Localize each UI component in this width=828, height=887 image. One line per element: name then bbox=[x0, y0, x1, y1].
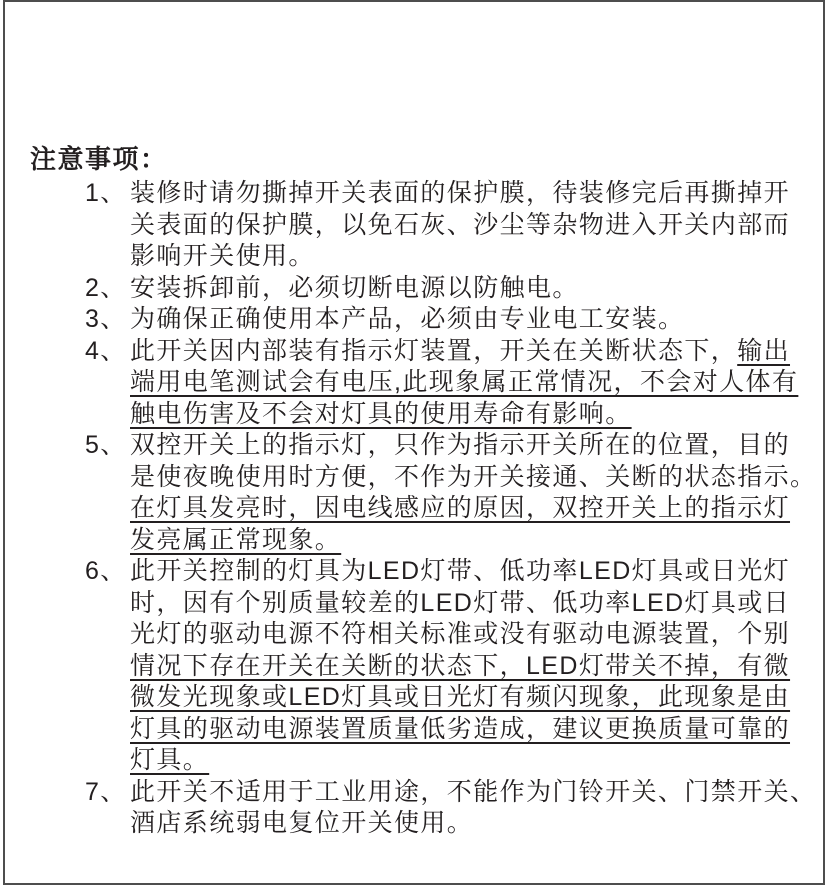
text-line bbox=[130, 367, 800, 399]
text-line bbox=[130, 588, 800, 620]
item-number: 5、 bbox=[85, 431, 127, 459]
text-line bbox=[130, 745, 800, 777]
underlined-text: 端用电笔测试会有电压,此现象属正常情况，不会对人体有 bbox=[130, 368, 799, 396]
plain-text: 影响开关使用。 bbox=[130, 242, 315, 270]
text-line bbox=[130, 651, 800, 683]
text-line bbox=[130, 430, 800, 462]
text-line bbox=[130, 682, 800, 714]
notice-item bbox=[85, 178, 800, 273]
underlined-text: 发亮属正常现象。 bbox=[130, 525, 342, 554]
notice-item bbox=[85, 430, 817, 556]
text-line bbox=[130, 210, 800, 242]
text-line bbox=[130, 714, 800, 746]
underlined-text: 灯具的驱动电源装置质量低劣造成，建议更换质量可靠的 bbox=[130, 714, 791, 743]
text-line bbox=[130, 556, 800, 588]
notice-item bbox=[85, 304, 800, 336]
underlined-text: 情况下存在开关在关断的状态下，LED灯带关不掉，有微 bbox=[130, 651, 791, 680]
item-number: 4、 bbox=[85, 336, 127, 365]
text-line bbox=[130, 777, 817, 809]
underlined-text: 在灯具发亮时，因电线感应的原因，双控开关上的指示灯 bbox=[130, 494, 791, 522]
text-line bbox=[130, 493, 800, 525]
notice-item bbox=[85, 777, 817, 840]
plain-text: 关表面的保护膜，以免石灰、沙尘等杂物进入开关内部而 bbox=[130, 210, 791, 239]
text-line bbox=[130, 399, 800, 431]
text-line bbox=[130, 178, 800, 210]
item-text bbox=[130, 273, 800, 305]
notice-item bbox=[85, 273, 800, 305]
item-number: 6、 bbox=[85, 557, 127, 585]
item-number: 7、 bbox=[85, 777, 127, 806]
underlined-text: 灯具。 bbox=[130, 746, 210, 774]
notice-item bbox=[85, 556, 800, 777]
item-number: 1、 bbox=[85, 179, 127, 207]
item-number: 2、 bbox=[85, 273, 127, 302]
item-number: 3、 bbox=[85, 305, 127, 333]
item-text bbox=[130, 304, 800, 336]
plain-text: 此开关不适用于工业用途，不能作为门铃开关、门禁开关、 bbox=[130, 777, 817, 806]
plain-text: 装修时请勿撕掉开关表面的保护膜，待装修完后再撕掉开 bbox=[130, 179, 791, 207]
plain-text: 时，因有个别质量较差的LED灯带、低功率LED灯具或日 bbox=[130, 588, 791, 617]
plain-text: 双控开关上的指示灯，只作为指示开关所在的位置，目的 bbox=[130, 431, 791, 459]
item-text bbox=[130, 336, 800, 431]
plain-text: 酒店系统弱电复位开关使用。 bbox=[130, 809, 474, 837]
notice-list bbox=[85, 178, 817, 840]
text-line bbox=[130, 273, 800, 305]
plain-text: 安装拆卸前，必须切断电源以防触电。 bbox=[130, 273, 579, 302]
underlined-text: 触电伤害及不会对灯具的使用寿命有影响。 bbox=[130, 399, 632, 428]
item-text bbox=[130, 556, 800, 777]
item-text bbox=[130, 777, 817, 840]
text-line bbox=[130, 304, 800, 336]
notice-item bbox=[85, 336, 800, 431]
plain-text: 光灯的驱动电源不符相关标准或没有驱动电源装置，个别 bbox=[130, 620, 791, 648]
text-line bbox=[130, 808, 800, 840]
item-text bbox=[130, 178, 800, 273]
plain-text: 是使夜晚使用时方便，不作为开关接通、关断的状态指示。 bbox=[130, 462, 817, 491]
text-line bbox=[130, 525, 800, 557]
plain-text: 此开关因内部装有指示灯装置，开关在关断状态下， bbox=[130, 336, 738, 365]
section-title: 注意事项： bbox=[30, 144, 168, 174]
text-line bbox=[130, 336, 800, 368]
underlined-text: 微发光现象或LED灯具或日光灯有频闪现象，此现象是由 bbox=[130, 683, 791, 711]
text-line bbox=[130, 241, 800, 273]
text-line bbox=[130, 619, 800, 651]
item-text bbox=[130, 430, 817, 556]
plain-text: 此开关控制的灯具为LED灯带、低功率LED灯具或日光灯 bbox=[130, 557, 791, 585]
plain-text: 为确保正确使用本产品，必须由专业电工安装。 bbox=[130, 305, 685, 333]
text-line bbox=[130, 462, 817, 494]
underlined-text: 输出 bbox=[737, 336, 791, 365]
